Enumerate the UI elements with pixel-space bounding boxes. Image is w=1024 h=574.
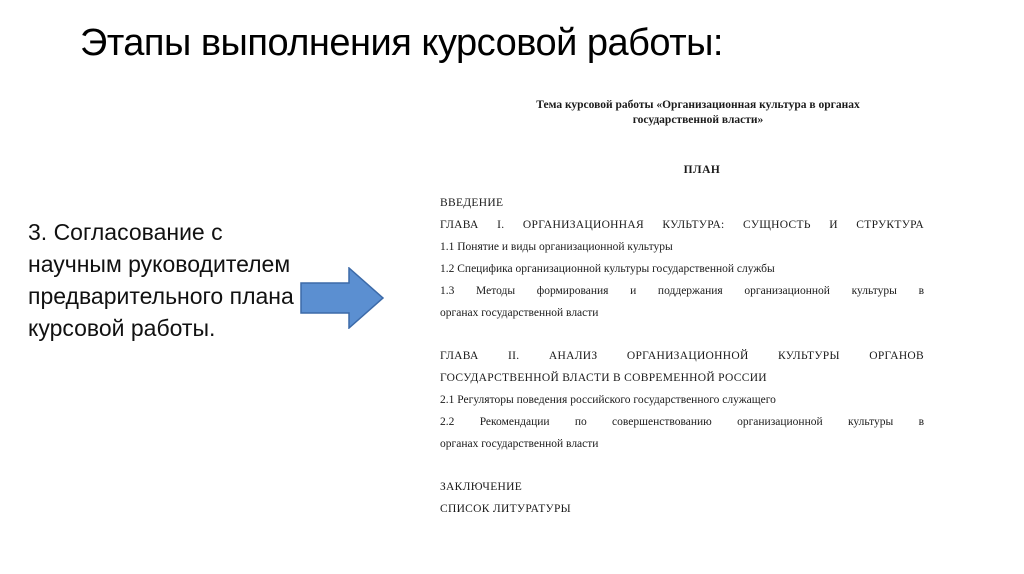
plan-section-2-2-line-2: органах государственной власти [440, 438, 599, 450]
plan-introduction: ВВЕДЕНИЕ [440, 197, 504, 209]
plan-section-1-1: 1.1 Понятие и виды организационной культуры [440, 241, 673, 253]
plan-spacer [440, 324, 924, 345]
plan-heading: ПЛАН [683, 164, 721, 176]
plan-chapter-2-line-2: ГОСУДАРСТВЕННОЙ ВЛАСТИ В СОВРЕМЕННОЙ РОССИИ [440, 372, 767, 384]
right-arrow-icon [300, 267, 384, 329]
plan-topic-line-2: государственной власти» [632, 114, 764, 126]
step-description: 3. Согласование с научным руководителем предварительного плана курсовой работы. [28, 219, 294, 341]
plan-section-1-2: 1.2 Специфика организационной культуры государственной службы [440, 263, 775, 275]
plan-topic [440, 98, 924, 128]
plan-contents [440, 192, 924, 520]
plan-spacer [440, 455, 924, 476]
slide-title: Этапы выполнения курсовой работы: [80, 22, 723, 64]
plan-bibliography: СПИСОК ЛИТУРАТУРЫ [440, 503, 571, 515]
plan-chapter-2-line-1: ГЛАВА II. АНАЛИЗ ОРГАНИЗАЦИОННОЙ КУЛЬТУРЫ ОРГАНОВ [440, 350, 924, 362]
plan-section-2-1: 2.1 Регуляторы поведения российского государственного служащего [440, 394, 776, 406]
plan-section-1-3-line-1: 1.3 Методы формирования и поддержания организационной культуры в [440, 285, 924, 297]
plan-chapter-1: ГЛАВА I. ОРГАНИЗАЦИОННАЯ КУЛЬТУРА: СУЩНОСТЬ И СТРУКТУРА [440, 219, 924, 231]
plan-section-1-3-line-2: органах государственной власти [440, 307, 599, 319]
course-plan-document [440, 98, 924, 520]
plan-section-2-2-line-1: 2.2 Рекомендации по совершенствованию организационной культуры в [440, 416, 924, 428]
arrow-shape [301, 268, 383, 328]
plan-conclusion: ЗАКЛЮЧЕНИЕ [440, 481, 523, 493]
plan-topic-line-1: Тема курсовой работы «Организационная культура в органах [536, 99, 860, 111]
